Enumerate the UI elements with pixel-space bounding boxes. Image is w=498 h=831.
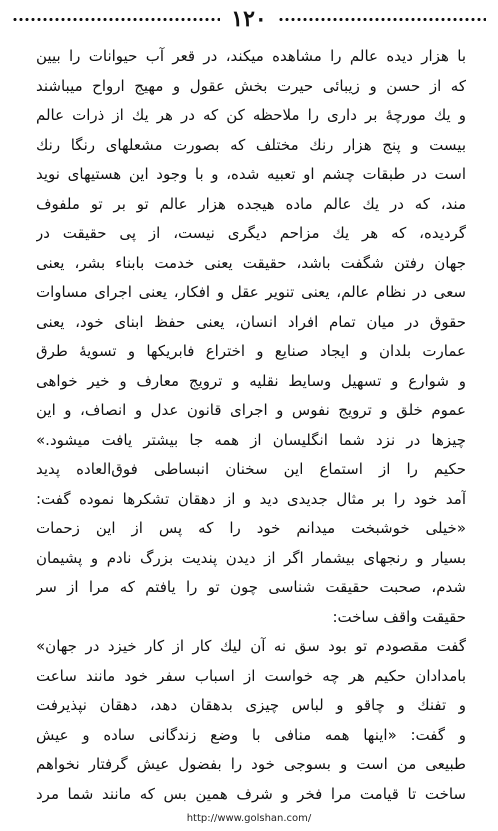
text-line: بیست و پنج هزار رنك مختلف که بصورت مشعلهای رنگا رنك [36, 135, 466, 154]
text-line: گردیده، که هر یك مزاحم دیگری نیست، از پی حقیقت در [36, 224, 466, 242]
text-line: جهان رفتن شگفت باشد، حقیقت یعنی خدمت بابناء بشر، یعنی [36, 253, 466, 272]
text-line: بسیار و رنجهای بیشمار اگر از دیدن پندیت بزرگ نادم و پشیمان [36, 548, 466, 567]
text-line: حقوق در میان تمام افراد انسان، یعنی حفظ ابنای خود، یعنی [36, 312, 466, 331]
text-line: حقیقت واقف ساخت: [332, 607, 466, 626]
text-line: و شوارع و تسهیل وسایط نقلیه و ترویج معارف و خیر خواهی [36, 371, 466, 390]
text-line: طبیعی من است و بسوجی خود را بفضول عیش گرفتار نخواهم [36, 755, 466, 773]
text-line: و تفنك و چاقو و لباس چیزی بدهقان دهد، دهقان نپذیرفت [36, 696, 466, 714]
page-number: ۱۲۰ [231, 6, 267, 32]
text-line: که از حسن و زیبائی حیرت بخش عقول و مهیج ارواح میباشند [36, 76, 466, 95]
text-line: بامدادان حکیم هر چه خواست از اسباب سفر خود مانند ساعت [36, 666, 466, 685]
text-line: حکیم را از استماع این سخنان انبساطی فوق‌العاده پدید [36, 460, 466, 478]
body-text [36, 42, 466, 809]
ornament-left [12, 15, 220, 24]
text-line: عمارت بلدان و ایجاد صنایع و اختراع فابریکها و تسویهٔ طرق [36, 342, 466, 360]
text-line: است در طبقات چشم او تعبیه شده، و با وجود این هستیهای نوید [36, 165, 466, 183]
text-line: مند، که در یك عالم ماده هیجده هزار عالم تو بر تو ملفوف [36, 194, 466, 213]
text-line: شدم، صحبت حقیقت شناسی چون تو را یافتم که مرا از سر [36, 578, 466, 596]
text-line: «خیلی خوشبخت میدانم خود را که پس از این زحمات [36, 519, 466, 537]
text-line: و یك مورچهٔ بر داری را ملاحظه کن که در هر یك از ذرات عالم [36, 106, 466, 124]
text-line: و گفت: «اینها همه منافی با وضع زندگانی ساده و عیش [36, 725, 466, 744]
verse-line: گفت مقصودم تو بود سق نه آن لیك کار از کار خیزد در جهان» [36, 637, 466, 655]
page-header [12, 6, 486, 32]
text-line: چیزها در نزد شما انگلیسان از همه جا بیشتر یافت میشود.» [36, 430, 466, 449]
ornament-right [278, 15, 486, 24]
text-line: با هزار دیده عالم را مشاهده میکند، در قعر آب حیوانات را بیین [36, 47, 466, 65]
text-line: سعی در نظام عالم، یعنی تنویر عقل و افکار، یعنی اجرای مساوات [36, 283, 466, 301]
text-line: ساخت تا قیامت مرا فخر و شرف همین بس که مانند شما مرد [36, 784, 466, 803]
footer-url: http://www.golshan.com/ [186, 813, 312, 824]
text-line: آمد خود را بر مثال جدیدی دید و از دهقان تشکرها نموده گفت: [36, 489, 466, 508]
text-line: عموم خلق و ترویج نفوس و اجرای قانون عدل و انصاف، و این [36, 401, 466, 419]
